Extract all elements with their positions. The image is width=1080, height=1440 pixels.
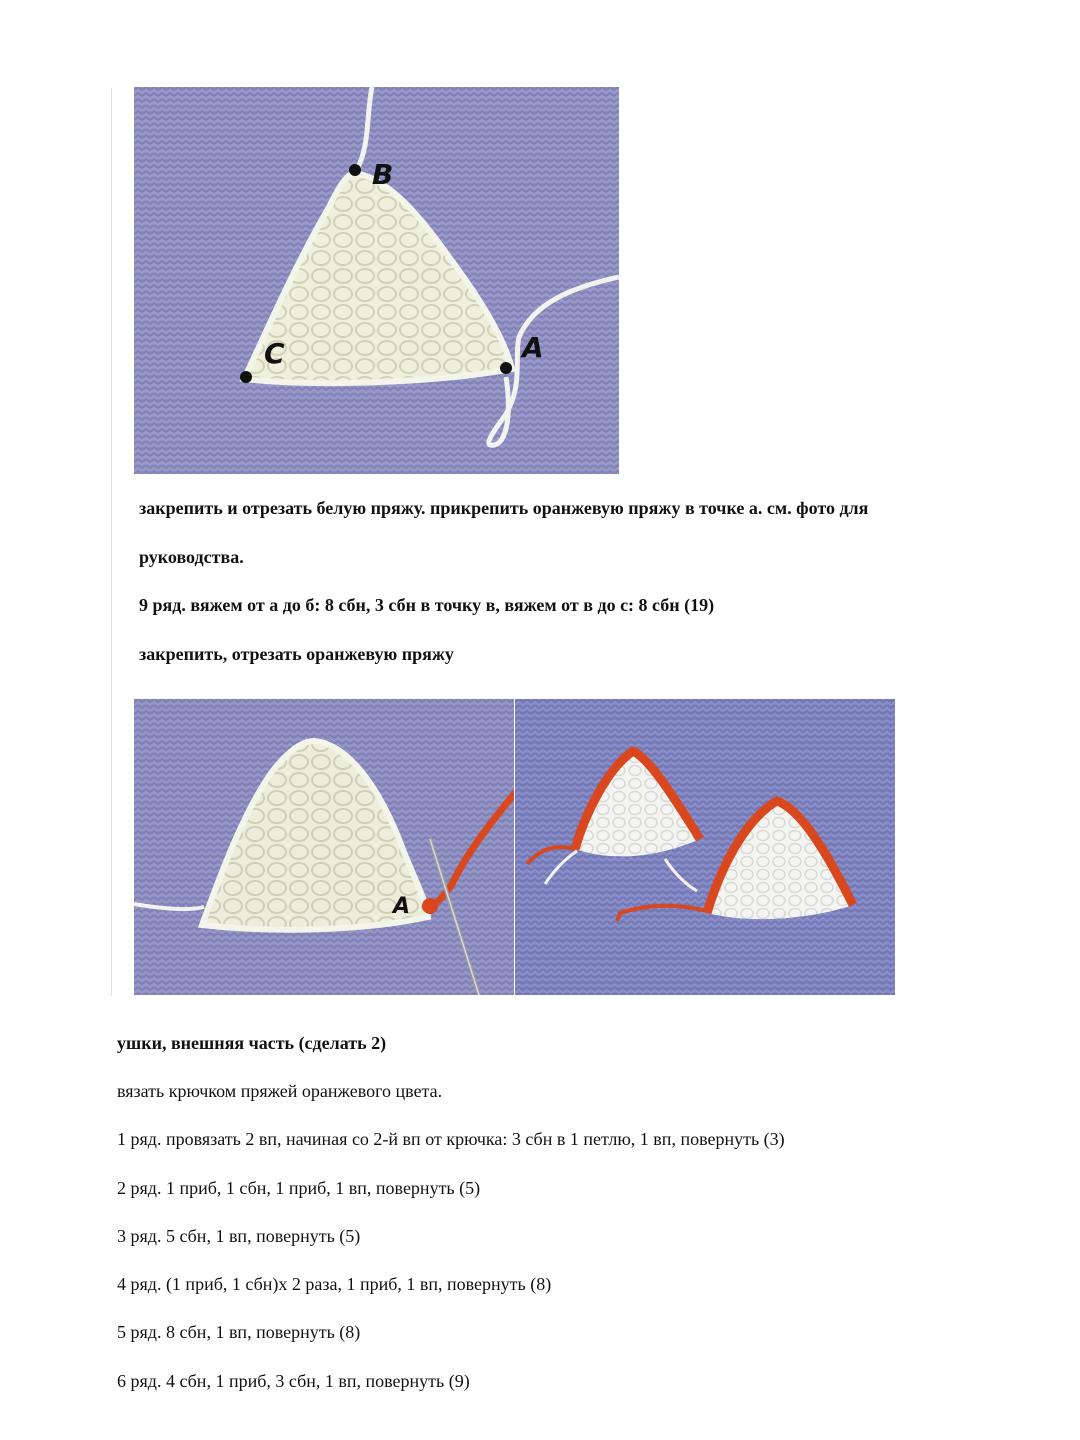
quote-rule [111, 88, 112, 996]
photo-finished-ears [515, 699, 895, 995]
photo-attach-orange-yarn [134, 699, 514, 995]
section-heading: ушки, внешняя часть (сделать 2) [117, 1033, 387, 1053]
label-b: B [372, 158, 394, 191]
quoted-line-2: руководства. [139, 547, 244, 567]
quoted-line-4: закрепить, отрезать оранжевую пряжу [139, 644, 454, 664]
row-6: 6 ряд. 4 сбн, 1 приб, 3 сбн, 1 вп, повернуть (9) [117, 1371, 470, 1391]
row-5: 5 ряд. 8 сбн, 1 вп, повернуть (8) [117, 1322, 361, 1342]
quoted-line-1: закрепить и отрезать белую пряжу. прикрепить оранжевую пряжу в точке а. см. фото для [139, 498, 869, 518]
row-4: 4 ряд. (1 приб, 1 сбн)х 2 раза, 1 приб, 1 вп, повернуть (8) [117, 1274, 552, 1294]
quoted-line-3: 9 ряд. вяжем от а до б: 8 сбн, 3 сбн в точку в, вяжем от в до с: 8 сбн (19) [139, 595, 715, 615]
row-1: 1 ряд. провязать 2 вп, начиная со 2-й вп от крючка: 3 сбн в 1 петлю, 1 вп, повернуть (3) [117, 1129, 785, 1149]
row-2: 2 ряд. 1 приб, 1 сбн, 1 приб, 1 вп, повернуть (5) [117, 1178, 481, 1198]
row-3: 3 ряд. 5 сбн, 1 вп, повернуть (5) [117, 1226, 361, 1246]
photo-white-ear-points [134, 87, 619, 474]
label-c: C [264, 337, 285, 370]
label-a-2: A [393, 894, 411, 919]
section-intro: вязать крючком пряжей оранжевого цвета. [117, 1081, 443, 1101]
label-a: A [522, 331, 544, 364]
